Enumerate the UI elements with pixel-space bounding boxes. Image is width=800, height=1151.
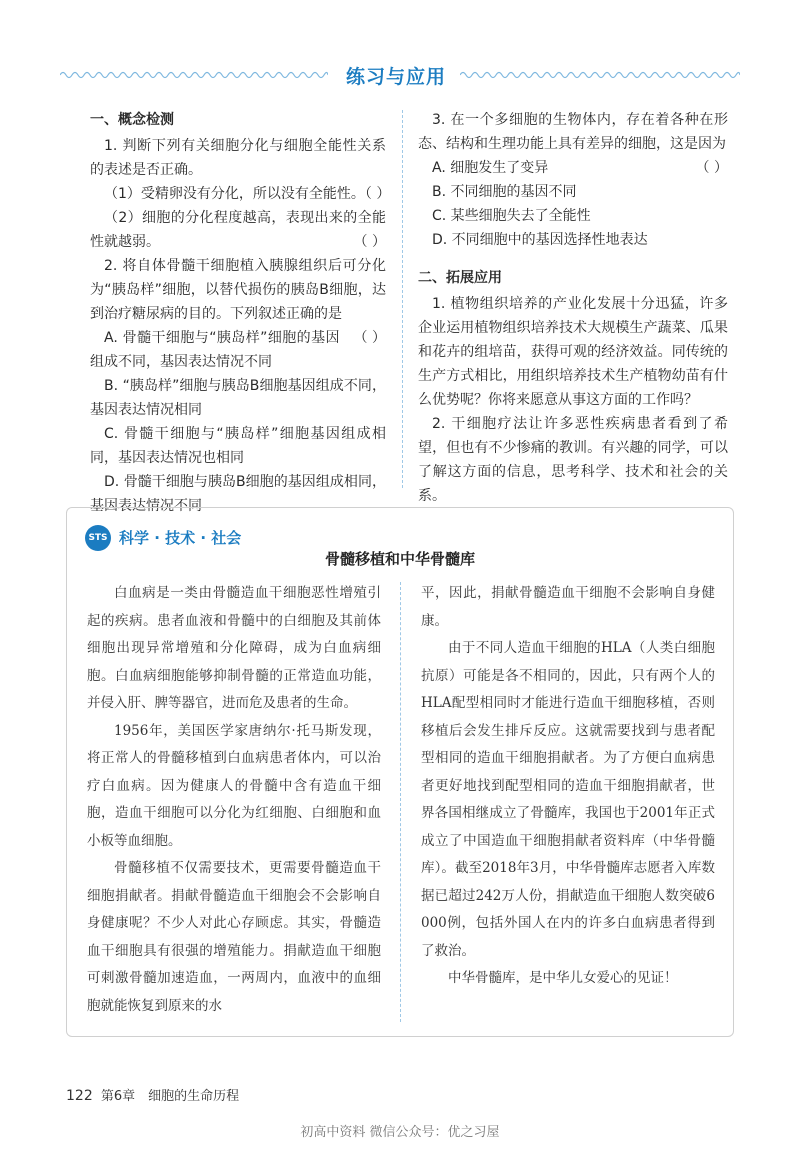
- question-2-text: 2. 将自体骨髓干细胞植入胰腺组织后可分化为“胰岛样”细胞，以替代损伤的胰岛B细胞，达到治疗糖尿病的目的。下列叙述正确的是: [90, 258, 386, 322]
- article-title: 骨髓移植和中华骨髓库: [324, 550, 475, 568]
- extension-question-2: 2. 干细胞疗法让许多恶性疾病患者看到了希望，但也有不少惨痛的教训。有兴趣的同学，可以了解这方面的信息，思考科学、技术和社会的关系。: [418, 416, 728, 504]
- article-paragraph: 由于不同人造血干细胞的HLA（人类白细胞抗原）可能是各不相同的，因此，只有两个人的HLA配型相同时才能进行造血干细胞移植，否则移植后会发生排斥反应。这就需要找到与患者配型相同的造血干细胞捐献者。为了方便白血病患者更好地找到配型相同的造血干细胞捐献者，世界各国相继成立了骨髓库，我国也于2001年正式成立了中国造血干细胞捐献者资料库（中华骨髓库）。截至2018年3月，中华骨髓库志愿者入库数据已超过242万人份，捐献造血干细胞人数突破6 000例，包括外国人在内的许多白血病患者得到了救治。: [421, 640, 715, 959]
- article-paragraph: 骨髓移植不仅需要技术，更需要骨髓造血干细胞捐献者。捐献骨髓造血干细胞会不会影响自身健康呢？不少人对此心存顾虑。其实，骨髓造血干细胞具有很强的增殖能力。捐献造血干细胞可刺激骨髓加速造血，一两周内，血液中的血细胞就能恢复到原来的水: [87, 860, 381, 1014]
- chapter-title: 第6章 细胞的生命历程: [100, 1089, 240, 1104]
- page-number: 122: [66, 1088, 93, 1104]
- column-divider: [402, 110, 403, 488]
- option-d: D. 骨髓干细胞与胰岛B细胞的基因组成相同，基因表达情况不同: [90, 474, 386, 514]
- option-c: C. 某些细胞失去了全能性: [432, 208, 591, 224]
- page-footer: [66, 1085, 239, 1104]
- question-1-item-2-text: （2）细胞的分化程度越高，表现出来的全能性就越弱。: [90, 210, 386, 250]
- exercise-right-column: [418, 108, 728, 508]
- question-2: [90, 254, 386, 346]
- article-paragraph-continued: 平，因此，捐献骨髓造血干细胞不会影响自身健康。: [421, 585, 715, 629]
- question-1: 1. 判断下列有关细胞分化与细胞全能性关系的表述是否正确。: [90, 138, 386, 178]
- question-1-item-1: （1）受精卵没有分化，所以没有全能性。（ ）: [104, 186, 391, 202]
- question-3-text: 3. 在一个多细胞的生物体内，存在着各种在形态、结构和生理功能上具有差异的细胞，这是因为: [418, 112, 728, 152]
- article-paragraph: 1956年，美国医学家唐纳尔·托马斯发现，将正常人的骨髓移植到白血病患者体内，可以治疗白血病。因为健康人的骨髓中含有造血干细胞，造血干细胞可以分化为红细胞、白细胞和血小板等血细胞。: [87, 722, 381, 849]
- page-title: 练习与应用: [345, 66, 446, 88]
- article-paragraph: 白血病是一类由骨髓造血干细胞恶性增殖引起的疾病。患者血液和骨髓中的白细胞及其前体细胞出现异常增殖和分化障碍，成为白血病细胞。白血病细胞能够抑制骨髓的正常造血功能，并侵入肝、脾等器官，进而危及患者的生命。: [87, 585, 381, 711]
- option-b: B. 不同细胞的基因不同: [432, 184, 577, 200]
- sts-label: 科学 · 技术 · 社会: [119, 529, 242, 547]
- watermark-text: 初高中资料 微信公众号：优之习屋: [300, 1125, 500, 1140]
- sts-reading-box: [66, 507, 734, 1037]
- section-title-extension: 二、拓展应用: [418, 270, 502, 286]
- exercise-left-column: [90, 108, 391, 518]
- answer-paren: （ ）: [695, 160, 728, 176]
- option-d: D. 不同细胞中的基因选择性地表达: [432, 232, 648, 248]
- column-divider: [400, 582, 401, 1022]
- answer-paren: （ ）: [353, 234, 386, 250]
- option-a: A. 细胞发生了变异: [432, 160, 549, 176]
- article-paragraph: 中华骨髓库，是中华儿女爱心的见证！: [448, 970, 678, 986]
- wave-decoration-left: [60, 70, 328, 80]
- option-a: A. 骨髓干细胞与“胰岛样”细胞的基因组成不同，基因表达情况不同: [90, 330, 340, 370]
- article-right-column: [421, 580, 715, 993]
- wave-decoration-right: [460, 70, 740, 80]
- option-b: B. “胰岛样”细胞与胰岛B细胞基因组成不同，基因表达情况相同: [90, 378, 386, 418]
- extension-question-1: 1. 植物组织培养的产业化发展十分迅猛，许多企业运用植物组织培养技术大规模生产蔬菜、瓜果和花卉的组培苗，获得可观的经济效益。同传统的生产方式相比，用组织培养技术生产植物幼苗有什么优势呢？你将来愿意从事这方面的工作吗？: [418, 296, 728, 408]
- sts-badge-icon: STS: [85, 525, 111, 551]
- question-1-item-2: [90, 206, 386, 254]
- answer-paren: （ ）: [353, 330, 386, 346]
- option-c: C. 骨髓干细胞与“胰岛样”细胞基因组成相同，基因表达情况也相同: [90, 426, 386, 466]
- section-title-concept: 一、概念检测: [90, 112, 174, 128]
- article-left-column: [87, 580, 381, 1020]
- section-header: [60, 62, 740, 96]
